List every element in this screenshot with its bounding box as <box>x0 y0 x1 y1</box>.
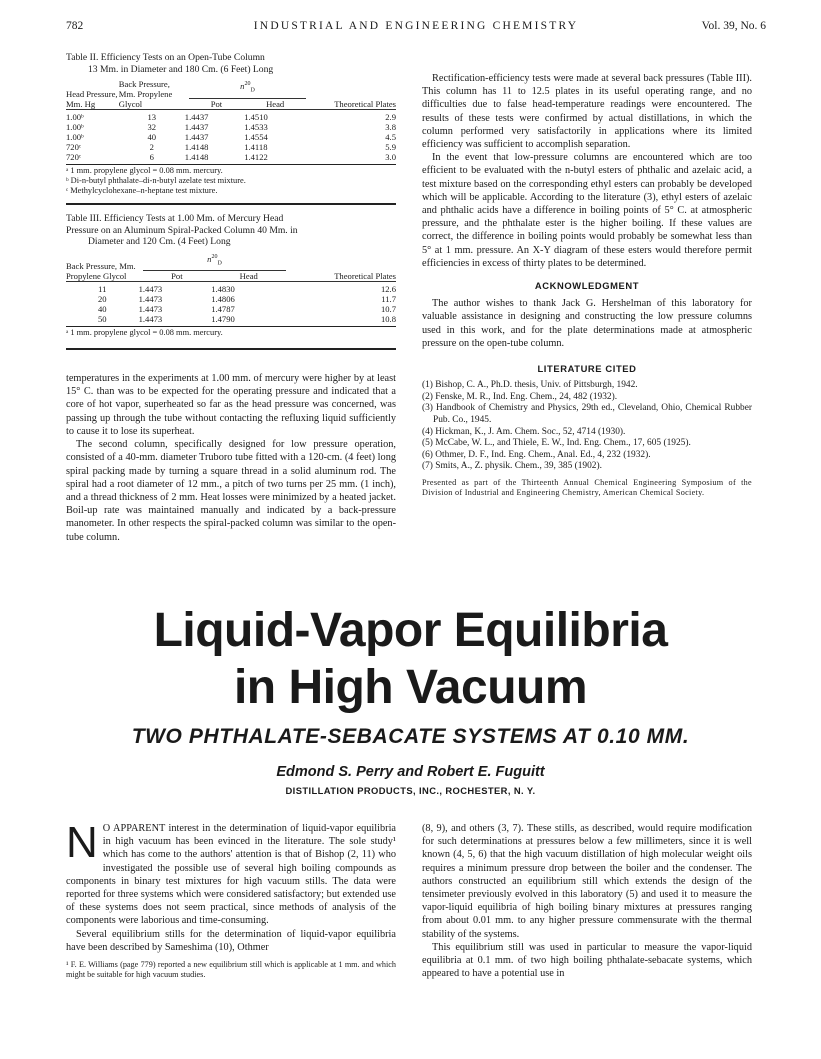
table3-cell: 1.4473 <box>138 304 163 315</box>
table-2-header-n: n <box>240 80 245 91</box>
left-upper-column <box>66 52 396 544</box>
drop-cap: N <box>66 818 98 867</box>
table3-cell: 10.8 <box>380 314 396 325</box>
body-left-footnote: ¹ F. E. Williams (page 779) reported a new equilibrium still which is applicable at 1 mm. and which might be suitable for high vacuum studies. <box>66 960 396 980</box>
table-3-header-head: Head <box>239 271 258 282</box>
table3-cell: 1.4806 <box>211 294 235 305</box>
table-2-header-plates: Theoretical Plates <box>334 99 396 109</box>
table-3-header-back-pressure: Back Pressure, Mm. Propylene Glycol <box>66 261 136 282</box>
table3-cell: 50 <box>98 314 107 325</box>
table3-cell: 12.6 <box>380 284 396 295</box>
page-number: 782 <box>66 20 84 32</box>
article-title-line-2: in High Vacuum <box>233 661 588 714</box>
table-3-grid: Back Pressure, Mm. Propylene Glycol $n^{20}_D$ Pot Head Theoretical Plates 11 1.4473 1.4830 12.6 20 1.4473 1.4806 11.7 40 1.4473 1.4787 10.7 50 1.4473 1.4790 10.8 <box>66 253 396 325</box>
table2-cell: 32 <box>147 122 157 132</box>
reference-item: (3) Handbook of Chemistry and Physics, 29th ed., Cleveland, Ohio, Chemical Rubber Pub. Co., 1945. <box>422 403 752 426</box>
table3-cell: 40 <box>98 304 107 315</box>
article-title-line-1: Liquid-Vapor Equilibria <box>153 604 668 657</box>
body-paragraph: The second column, specifically designed for low pressure operation, consisted of a 40-mm. diameter Truboro tube fitted with a 120-cm. (4 feet) long spiral packing made by turning a square thread in a solid aluminum rod. The spiral had a root diameter of 12 mm., a pitch of two turns per 25 mm. (1 inch), and a thread thickness of 2 mm. Heat losses were minimized by a heated jacket. Boil-up rate was maintained manually and indicated by a back-pressure manometer. In other respects the spiral-packed column was similar to the open-tube column. <box>66 439 396 543</box>
journal-name: INDUSTRIAL AND ENGINEERING CHEMISTRY <box>253 20 579 32</box>
table-2-header-pressure: Head Pressure, Mm. Hg <box>66 89 118 109</box>
body-right-paragraph-1: (8, 9), and others (3, 7). These stills, as described, would require modification for such determinations at pressures below a few millimeters, since it is well known (4, 5, 6) that the high vacuum distillation of high molecular weight oils requires a minimum pressure drop between the boiler and the condenser. The authors constructed an equilibrium still which extends the design of the tensimeter previously evolved in this laboratory (5) and used it to measure the vapor-liquid equilibria of high boiling binary mixtures at pressures ranging from about 0.01 mm. to any higher pressure commensurate with the thermal stability of the systems. <box>422 823 752 940</box>
table-2-footnote: ᵇ Di-n-butyl phthalate–di-n-butyl azelate test mixture. <box>66 176 246 185</box>
reference-item: (1) Bishop, C. A., Ph.D. thesis, Univ. of Pittsburgh, 1942. <box>422 380 638 391</box>
body-left-paragraph-1: O APPARENT interest in the determination of liquid-vapor equilibria in high vacuum has been evinced in the literature. The sole study¹ which has come to the authors' attention is that of Bishop (2, 11) who investigated the possible use of several high boiling compounds as components in binary test mixtures for high vacuum stills. The data were reported for three systems which were considered satisfactory; but extended use of these systems does not seem practical, since methods of analysis of the components were laborious and time-consuming. <box>66 823 396 927</box>
table2-cell: 720ᶜ <box>66 142 82 152</box>
volume-info: Vol. 39, No. 6 <box>701 20 766 32</box>
body-right-column <box>422 822 752 980</box>
table2-cell: 4.5 <box>385 132 396 142</box>
table-2-header-pot: Pot <box>210 98 223 109</box>
table3-cell: 20 <box>98 294 107 305</box>
body-left-paragraph-2: Several equilibrium stills for the determination of liquid-vapor equilibria have been described by Sameshima (10), Othmer <box>66 928 396 953</box>
table2-cell: 720ᶜ <box>66 152 82 162</box>
table2-cell: 3.8 <box>385 122 396 132</box>
table-2-footnotes <box>66 166 396 196</box>
right-upper-column <box>422 72 752 498</box>
table2-cell: 1.00ᵇ <box>66 122 84 132</box>
table-3-body <box>66 284 396 324</box>
table2-cell: 1.4510 <box>244 112 268 122</box>
table2-row <box>66 132 396 142</box>
table2-cell: 1.4437 <box>184 132 209 142</box>
table-3-header-pot: Pot <box>171 271 183 282</box>
table2-cell: 1.4437 <box>184 112 209 122</box>
table3-row <box>66 284 396 294</box>
table2-cell: 13 <box>147 112 157 122</box>
table2-cell: 6 <box>149 152 154 162</box>
table3-cell: 1.4830 <box>211 284 235 295</box>
table3-cell: 1.4787 <box>211 304 235 315</box>
table3-cell: 1.4473 <box>138 284 163 295</box>
table2-cell: 1.4122 <box>244 152 268 162</box>
table2-row <box>66 142 396 152</box>
table2-cell: 2.9 <box>385 112 396 122</box>
table2-cell: 40 <box>147 132 157 142</box>
article-subtitle: TWO PHTHALATE-SEBACATE SYSTEMS AT 0.10 MM. <box>131 725 690 748</box>
table2-cell: 1.00ᵇ <box>66 112 84 122</box>
body-paragraph: In the event that low-pressure columns are encountered which are too efficient to be evaluated with the n-butyl esters of phthalic and azelaic acid, a test mixture based on the corresponding ethyl esters can probably be developed which will be applicable. According to the literature (3), ethyl esters of azelaic and phthalic acids have a difference in boiling points of 5° C. at atmospheric pressure, and the phthalate ester is the higher boiling. If these values are correct, the difference in boiling points would probably be somewhat less than 5° at 1 mm. pressure. An X-Y diagram of these esters would therefore permit efficiencies in excess of thirty plates to be determined. <box>422 152 752 269</box>
table-2 <box>66 52 396 196</box>
table3-cell: 10.7 <box>380 304 396 315</box>
table2-cell: 1.4554 <box>244 132 268 142</box>
table3-cell: 11.7 <box>381 294 396 305</box>
acknowledgment-heading: ACKNOWLEDGMENT <box>534 280 640 292</box>
article-authors: Edmond S. Perry and Robert E. Fuguitt <box>276 764 545 780</box>
reference-item: (2) Fenske, M. R., Ind. Eng. Chem., 24, 482 (1932). <box>422 391 618 402</box>
body-left-column <box>66 818 396 981</box>
table-2-header-head: Head <box>266 98 285 109</box>
table2-cell: 1.00ᵇ <box>66 132 84 142</box>
table2-cell: 1.4437 <box>184 122 209 132</box>
table-2-footnote: ᶜ Methylcyclohexane–n-heptane test mixture. <box>66 186 218 195</box>
table2-cell: 3.0 <box>385 152 396 162</box>
table-2-caption-line-2: 13 Mm. in Diameter and 180 Cm. (6 Feet) Long <box>88 63 274 75</box>
running-header <box>66 20 766 36</box>
table-3 <box>66 213 396 338</box>
table-3-header-n: n <box>207 253 212 264</box>
table-2-header-back-pressure: Back Pressure, Mm. Propylene Glycol <box>118 79 173 109</box>
acknowledgment-text: The author wishes to thank Jack G. Hershelman of this laboratory for valuable assistance in designing and constructing the low pressure columns used in this work, and for the plate determinations made at atmospheric pressure on the open-tube column. <box>422 298 752 349</box>
presentation-note: Presented as part of the Thirteenth Annual Chemical Engineering Symposium of the Division of Industrial and Engineering Chemistry, American Chemical Society. <box>422 478 752 498</box>
reference-item: (4) Hickman, K., J. Am. Chem. Soc., 52, 4714 (1930). <box>422 426 626 437</box>
right-upper-text <box>422 72 752 270</box>
body-paragraph: temperatures in the experiments at 1.00 mm. of mercury were higher by at least 15° C. than was to be expected for the operating pressure and indicated that a core of hot vapor, superheated so far as the head pressure was concerned, was passing up through the tube without contacting the refluxing liquid sufficiently to cause it to lose its superheat. <box>66 373 396 437</box>
table3-row <box>66 304 396 314</box>
table3-cell: 11 <box>98 284 107 295</box>
table-3-footnotes <box>66 328 396 338</box>
table-2-footnote: ᵃ 1 mm. propylene glycol = 0.08 mm. mercury. <box>66 166 223 175</box>
table-3-header-plates: Theoretical Plates <box>334 271 396 282</box>
table2-cell: 1.4118 <box>244 142 268 152</box>
table2-row <box>66 152 396 162</box>
table-3-caption-line-3: Diameter and 120 Cm. (4 Feet) Long <box>88 236 231 247</box>
table3-cell: 1.4790 <box>211 314 235 325</box>
literature-heading: LITERATURE CITED <box>537 363 637 375</box>
body-right-paragraph-2: This equilibrium still was used in particular to measure the vapor-liquid equilibria at 0.1 mm. of two high boiling phthalate-sebacate systems, which appeared to have a potential use in <box>422 941 752 980</box>
article-affiliation: DISTILLATION PRODUCTS, INC., ROCHESTER, N. Y. <box>285 785 536 796</box>
table-3-footnote: ᵃ 1 mm. propylene glycol = 0.08 mm. mercury. <box>66 328 223 338</box>
table2-cell: 1.4533 <box>244 122 268 132</box>
left-upper-text <box>66 372 396 544</box>
table-2-caption-line-1: Table II. Efficiency Tests on an Open-Tube Column <box>66 52 265 63</box>
table2-cell: 5.9 <box>385 142 396 152</box>
table3-row <box>66 314 396 324</box>
table3-cell: 1.4473 <box>138 294 163 305</box>
table2-cell: 1.4148 <box>184 142 209 152</box>
table-3-caption-line-1: Table III. Efficiency Tests at 1.00 Mm. of Mercury Head <box>66 213 284 224</box>
table2-cell: 2 <box>149 142 154 152</box>
table2-row <box>66 122 396 132</box>
reference-list <box>422 380 752 473</box>
table2-cell: 1.4148 <box>184 152 209 162</box>
table-2-body <box>66 112 396 162</box>
table-2-grid: Head Pressure, Mm. Hg Back Pressure, Mm. Propylene Glycol $n^{20}_D$ Pot Head Theoretical Plates 1.00ᵇ 13 1.4437 1.4510 2.9 1.00ᵇ 32 1.4437 1.4533 3.8 1.00ᵇ 40 1.4437 1.4554 4.5 720ᶜ 2 1.4148 1.4118 5.9 720ᶜ 6 1.4148 1.4122 3.0 <box>66 79 396 162</box>
table-3-caption-line-2: Pressure on an Aluminum Spiral-Packed Column 40 Mm. in <box>66 224 298 236</box>
table3-row <box>66 294 396 304</box>
reference-item: (5) McCabe, W. L., and Thiele, E. W., Ind. Eng. Chem., 17, 605 (1925). <box>422 438 691 449</box>
body-paragraph: Rectification-efficiency tests were made at several back pressures (Table III). This column has 11 to 12.5 plates in its useful operating range, and no difficulties due to false head-temperature readings were encountered. The results of these tests were confirmed by actual distillations, in which the column performed very satisfactorily in applications where its limited efficiency was sufficient to accomplish separation. <box>422 73 752 151</box>
reference-item: (6) Othmer, D. F., Ind. Eng. Chem., Anal. Ed., 4, 232 (1932). <box>422 449 651 460</box>
reference-item: (7) Smits, A., Z. physik. Chem., 39, 385 (1902). <box>422 461 602 472</box>
table3-cell: 1.4473 <box>138 314 163 325</box>
table2-row <box>66 112 396 122</box>
